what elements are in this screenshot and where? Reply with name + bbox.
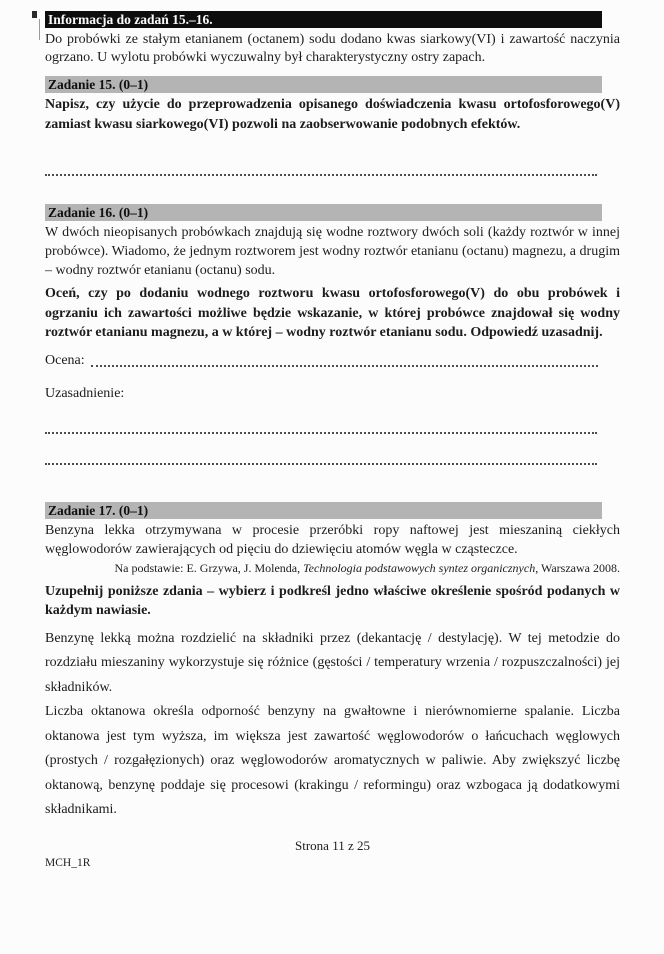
- task15-question-text: Napisz, czy użycie do przeprowadzenia opisanego doświadczenia kwasu ortofosforowego(V) zamiast kwasu siarkowego(VI) pozwoli na zaobserwowanie podobnych efektów.: [45, 97, 620, 132]
- task17-sentence-1: Benzynę lekką można rozdzielić na składniki przez (dekantację / destylację). W tej metodzie do rozdziału mieszaniny wykorzystuje się różnice (gęstości / temperatury wrzenia / rozpuszczalności) jej składników.: [45, 630, 620, 695]
- task-16-section: [45, 204, 619, 465]
- task-15-section: [45, 76, 619, 176]
- source-book-title: Technologia podstawowych syntez organicznych: [303, 560, 536, 575]
- exam-page: [0, 11, 664, 954]
- task16-intro-text: W dwóch nieopisanych probówkach znajdują się wodne roztwory dwóch soli (każdy roztwór w innej probówce). Wiadomo, że jednym roztworem jest wodny roztwór etanianu (octanu) magnezu, a drugim – wodny roztwór etanianu (octanu) sodu.: [45, 225, 620, 278]
- source-suffix: , Warszawa 2008.: [535, 560, 620, 575]
- uzasadnienie-answer-line-1[interactable]: [45, 429, 597, 434]
- page-number: Strona 11 z 25: [295, 837, 370, 853]
- scan-artifact-edge-line: [39, 19, 40, 40]
- ocena-answer-line[interactable]: [91, 365, 598, 367]
- task15-header-title: Zadanie 15. (0–1): [48, 77, 149, 92]
- task16-header-title: Zadanie 16. (0–1): [48, 205, 149, 220]
- task17-header-title: Zadanie 17. (0–1): [48, 502, 149, 518]
- task15-answer-line[interactable]: [45, 171, 597, 176]
- ocena-label: Ocena:: [45, 352, 85, 368]
- task17-source-citation: [45, 561, 620, 576]
- task16-question-text: Oceń, czy po dodaniu wodnego roztworu kwasu ortofosforowego(V) do obu probówek i ogrzaniu ich zawartości możliwe będzie wskazanie, w której probówce znajdował się wodny roztwór etanianu magnezu, a w której – wodny roztwór etanianu sodu. Odpowiedź uzasadnij.: [45, 286, 620, 340]
- task-17-section: [45, 502, 619, 823]
- info-section: [45, 11, 619, 66]
- uzasadnienie-label: Uzasadnienie:: [45, 385, 125, 401]
- info-body-text: Do probówki ze stałym etanianem (octanem) sodu dodano kwas siarkowy(VI) i zawartość naczynia ogrzano. U wylotu probówki wyczuwalny był charakterystyczny ostry zapach.: [45, 32, 620, 65]
- page-footer: [45, 838, 619, 870]
- task17-header-bar: [45, 502, 602, 519]
- task17-intro-text: Benzyna lekka otrzymywana w procesie przeróbki ropy naftowej jest mieszaniną ciekłych węglowodorów zawierających od pięciu do dziewięciu atomów węgla w cząsteczce.: [45, 522, 620, 557]
- scan-artifact-mark: [32, 11, 37, 18]
- info-header-bar: [45, 11, 602, 28]
- ocena-answer-row: [45, 352, 620, 370]
- exam-code: MCH_1R: [45, 856, 91, 869]
- task16-header-bar: [45, 204, 602, 221]
- uzasadnienie-answer-line-2[interactable]: [45, 460, 597, 465]
- info-header-title: Informacja do zadań 15.–16.: [48, 12, 213, 27]
- task15-header-bar: [45, 76, 602, 93]
- task17-instruction-text: Uzupełnij poniższe zdania – wybierz i podkreśl jedno właściwe określenie spośród podanych w każdym nawiasie.: [45, 583, 620, 618]
- source-prefix: Na podstawie: E. Grzywa, J. Molenda,: [114, 560, 304, 575]
- task17-sentence-2: Liczba oktanowa określa odporność benzyny na gwałtowne i nierównomierne spalanie. Liczba oktanowa jest tym wyższa, im większa jest zawartość węglowodorów o łańcuchach węglowych (prostych / rozgałęzionych) oraz węglowodorów aromatycznych w paliwie. Aby zwiększyć liczbę oktanową, benzynę poddaje się procesowi (krakingu / reformingu) oraz wzbogaca ją dodatkowymi składnikami.: [45, 704, 620, 817]
